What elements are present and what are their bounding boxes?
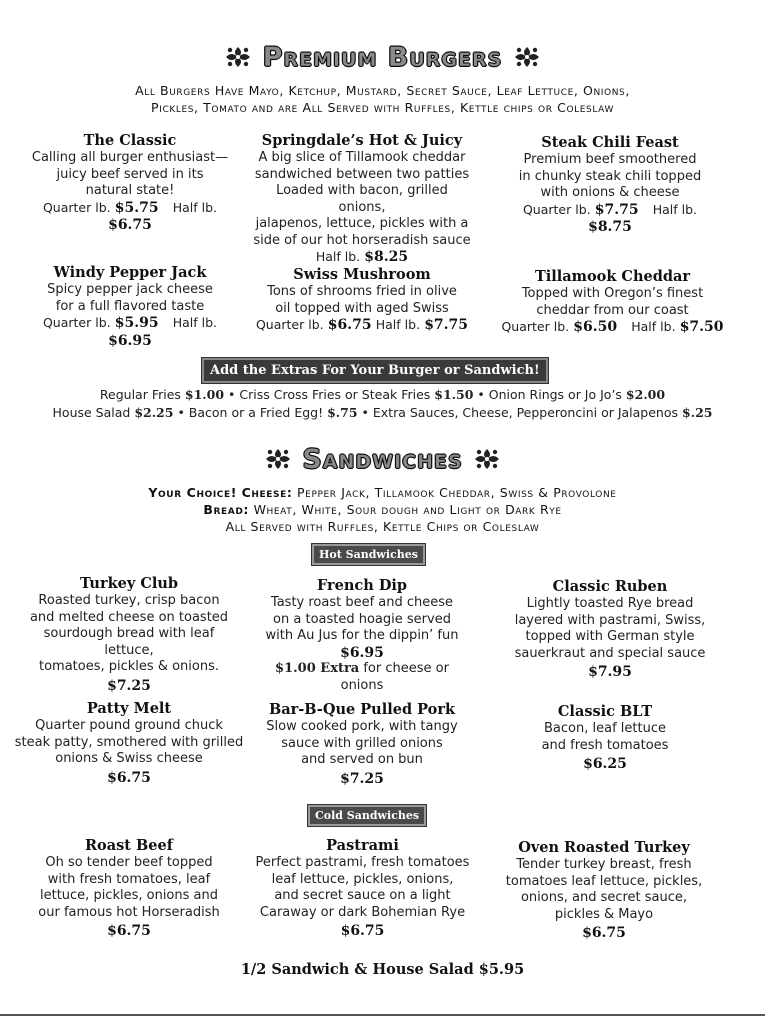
half-price: $8.75 <box>588 219 632 235</box>
item-desc: Bacon, leaf lettuce <box>544 721 666 736</box>
burger-windy-pepper-jack <box>20 264 240 350</box>
item-desc: Perfect pastrami, fresh tomatoes <box>255 855 470 870</box>
ornament-left-icon <box>264 447 292 471</box>
burgers-title: Premium Burgers <box>262 42 503 73</box>
extra-label: House Salad <box>52 405 131 420</box>
bread-list: Wheat, White, Sour dough and Light or Dark Rye <box>253 502 562 517</box>
item-desc: Topped with Oregon’s finest <box>521 286 704 301</box>
quarter-label: Quarter lb. <box>42 315 111 330</box>
item-desc: sourdough bread with leaf lettuce, <box>43 626 215 658</box>
burger-tillamook-cheddar <box>500 268 725 337</box>
item-desc: with Au Jus for the dippin’ fun <box>265 628 459 643</box>
quarter-label: Quarter lb. <box>42 199 111 215</box>
item-name: Swiss Mushroom <box>293 266 431 283</box>
item-desc: in chunky steak chili topped <box>518 168 702 184</box>
item-desc: and fresh tomatoes <box>541 737 669 753</box>
item-desc: onions & Swiss cheese <box>55 751 203 766</box>
half-label: Half lb. <box>315 249 361 264</box>
item-name: Turkey Club <box>79 575 179 592</box>
item-desc: A big slice of Tillamook cheddar <box>258 150 466 165</box>
burger-springdales-hot-juicy <box>252 132 472 267</box>
extra-label: Onion Rings or Jo Jo’s <box>488 387 622 402</box>
extra-price: $1.00 <box>184 387 225 402</box>
sandwich-french-dip <box>252 577 472 694</box>
served-line: All Served with Ruffles, Kettle Chips or Coleslaw <box>225 519 540 534</box>
item-prices <box>500 202 720 237</box>
item-desc: Loaded with bacon, grilled onions, <box>276 183 448 215</box>
burgers-intro-line1: All Burgers Have Mayo, Ketchup, Mustard, Secret Sauce, Leaf Lettuce, Onions, <box>135 83 630 98</box>
sandwiches-intro <box>0 484 765 535</box>
item-desc: jalapenos, lettuce, pickles with a <box>255 216 469 231</box>
half-sandwich-salad-offer: 1/2 Sandwich & House Salad $5.95 <box>240 961 525 978</box>
half-price: $7.50 <box>679 319 724 335</box>
item-desc: lettuce, pickles, onions and <box>39 888 218 903</box>
item-desc: with fresh tomatoes, leaf <box>47 871 211 887</box>
sandwich-classic-ruben <box>500 578 720 681</box>
sandwich-bbq-pulled-pork <box>252 701 472 787</box>
quarter-price: $6.75 <box>327 317 372 333</box>
burger-the-classic <box>20 132 240 235</box>
item-desc: and served on bun <box>301 752 423 767</box>
half-label: Half lb. <box>172 199 218 215</box>
quarter-label: Quarter lb. <box>501 319 570 334</box>
item-desc: Calling all burger enthusiast— <box>31 150 229 165</box>
page-bottom-rule <box>0 1014 765 1016</box>
burgers-section-title <box>0 42 765 73</box>
extra-price: $1.50 <box>434 387 474 402</box>
item-prices <box>500 319 725 337</box>
burger-swiss-mushroom <box>252 266 472 335</box>
burgers-intro-line2: Pickles, Tomato and are All Served with Ruffles, Kettle chips or Coleslaw <box>151 100 614 115</box>
item-price: $6.75 <box>582 925 626 941</box>
bread-label: Bread: <box>203 502 249 517</box>
item-desc: Tasty roast beef and cheese <box>270 595 454 610</box>
extra-price: $2.00 <box>625 387 666 402</box>
extra-label: Criss Cross Fries or Steak Fries <box>239 387 431 402</box>
sandwich-oven-roasted-turkey <box>500 839 708 942</box>
item-desc: pickles & Mayo <box>554 906 654 922</box>
item-desc: on a toasted hoagie served <box>273 611 451 627</box>
item-desc: tomatoes, pickles & onions. <box>39 659 219 674</box>
item-name: Oven Roasted Turkey <box>518 839 690 856</box>
item-price: $7.25 <box>340 770 384 787</box>
item-desc: steak patty, smothered with grilled <box>14 734 244 750</box>
cheese-list: Pepper Jack, Tillamook Cheddar, Swiss & Provolone <box>297 485 617 500</box>
item-desc: layered with pastrami, Swiss, <box>514 612 706 628</box>
extras-list <box>0 386 765 422</box>
cold-sandwiches-tag: Cold Sandwiches <box>308 805 426 826</box>
quarter-price: $7.75 <box>594 201 639 218</box>
sandwiches-section-title <box>0 444 765 475</box>
extras-banner: Add the Extras For Your Burger or Sandwich! <box>202 358 548 383</box>
half-label: Half lb. <box>652 201 698 217</box>
sandwich-turkey-club <box>18 575 240 694</box>
sandwich-classic-blt <box>500 703 710 773</box>
quarter-label: Quarter lb. <box>255 317 324 332</box>
item-desc: leaf lettuce, pickles, onions, <box>271 871 454 887</box>
extras-line2: House Salad $2.25 • Bacon or a Fried Egg! $.75 • Extra Sauces, Cheese, Pepperoncini or Jalapenos $.25 <box>52 405 713 420</box>
sandwich-patty-melt <box>14 700 244 786</box>
item-name: Pastrami <box>326 837 399 854</box>
item-price: $6.25 <box>583 756 627 772</box>
extra-label: Bacon or a Fried Egg! <box>188 405 324 420</box>
item-desc: Lightly toasted Rye bread <box>526 596 694 611</box>
ornament-right-icon <box>513 45 541 69</box>
half-price: $6.75 <box>108 217 152 233</box>
extra-price: $.75 <box>327 405 358 420</box>
item-desc: Roasted turkey, crisp bacon <box>38 593 220 608</box>
item-desc: juicy beef served in its <box>56 166 204 182</box>
item-price: $6.75 <box>107 923 151 939</box>
extra-label: Extra Sauces, Cheese, Pepperoncini or Jalapenos <box>372 405 679 420</box>
half-label: Half lb. <box>375 317 421 332</box>
item-name: Steak Chili Feast <box>541 134 679 151</box>
sandwiches-title: Sandwiches <box>302 444 463 475</box>
item-desc: onions, and secret sauce, <box>520 890 688 905</box>
ornament-right-icon <box>473 447 501 471</box>
item-prices <box>252 317 472 335</box>
item-desc: Spicy pepper jack cheese <box>47 282 213 297</box>
extra-note <box>252 661 472 694</box>
item-name: Springdale’s Hot & Juicy <box>261 132 463 149</box>
item-desc: oil topped with aged Swiss <box>275 300 449 316</box>
choice-label: Your Choice! <box>148 485 238 500</box>
item-name: Roast Beef <box>85 837 173 854</box>
cheese-label: Cheese: <box>241 485 293 500</box>
item-price: $6.75 <box>107 769 151 786</box>
item-name: Bar-B-Que Pulled Pork <box>268 701 456 718</box>
burgers-intro <box>0 82 765 116</box>
item-desc: Quarter pound ground chuck <box>35 718 223 733</box>
item-prices <box>252 249 472 267</box>
half-label: Half lb. <box>631 319 676 334</box>
item-desc: topped with German style <box>525 629 695 644</box>
item-price: $6.75 <box>340 923 385 939</box>
extra-price: $1.00 Extra <box>275 661 360 676</box>
burger-steak-chili-feast <box>500 134 720 237</box>
cheese-line <box>0 484 765 501</box>
extra-price: $2.25 <box>134 405 174 420</box>
item-price: $7.25 <box>107 677 151 694</box>
quarter-price: $6.50 <box>573 319 618 335</box>
item-desc: Premium beef smoothered <box>523 152 697 167</box>
quarter-label: Quarter lb. <box>522 201 591 217</box>
item-desc: sauerkraut and special sauce <box>514 645 706 661</box>
quarter-price: $5.95 <box>114 315 159 331</box>
item-desc: cheddar from our coast <box>536 302 689 318</box>
item-prices <box>20 200 240 235</box>
extras-line1: Regular Fries $1.00 • Criss Cross Fries or Steak Fries $1.50 • Onion Rings or Jo Jo’s $2.00 <box>99 387 666 402</box>
extra-price: $.25 <box>682 405 713 420</box>
extra-text: for cheese or onions <box>340 661 449 693</box>
item-desc: Caraway or dark Bohemian Rye <box>259 904 466 920</box>
item-desc: and secret sauce on a light <box>274 888 451 903</box>
item-prices <box>20 315 240 350</box>
item-name: Classic BLT <box>557 703 653 720</box>
ornament-left-icon <box>224 45 252 69</box>
item-name: The Classic <box>83 132 177 149</box>
half-label: Half lb. <box>172 315 218 330</box>
bread-line <box>0 501 765 518</box>
half-price: $8.25 <box>364 249 409 265</box>
item-name: Classic Ruben <box>552 578 668 595</box>
item-desc: with onions & cheese <box>540 185 680 200</box>
item-desc: sandwiched between two patties <box>254 166 470 182</box>
item-desc: our famous hot Horseradish <box>38 904 220 920</box>
item-name: French Dip <box>316 577 408 594</box>
item-name: Tillamook Cheddar <box>534 268 691 285</box>
item-desc: tomatoes leaf lettuce, pickles, <box>505 873 703 889</box>
item-desc: Tons of shrooms fried in olive <box>267 284 457 299</box>
half-price: $6.95 <box>108 332 152 349</box>
sandwich-pastrami <box>250 837 475 940</box>
item-desc: Tender turkey breast, fresh <box>516 857 692 872</box>
item-desc: side of our hot horseradish sauce <box>253 232 471 248</box>
item-desc: Oh so tender beef topped <box>45 855 213 870</box>
half-price: $7.75 <box>424 317 469 333</box>
item-name: Windy Pepper Jack <box>53 264 207 281</box>
item-desc: for a full flavored taste <box>55 298 205 314</box>
item-desc: and melted cheese on toasted <box>29 609 229 625</box>
hot-sandwiches-tag: Hot Sandwiches <box>312 544 425 565</box>
item-desc: natural state! <box>85 183 175 198</box>
sandwich-roast-beef <box>18 837 240 940</box>
item-price: $7.95 <box>588 664 632 680</box>
item-desc: Slow cooked pork, with tangy <box>266 719 458 734</box>
extra-label: Regular Fries <box>99 387 181 402</box>
item-price: $6.95 <box>340 644 384 661</box>
item-desc: sauce with grilled onions <box>281 735 443 751</box>
quarter-price: $5.75 <box>114 199 159 216</box>
item-name: Patty Melt <box>86 700 172 717</box>
